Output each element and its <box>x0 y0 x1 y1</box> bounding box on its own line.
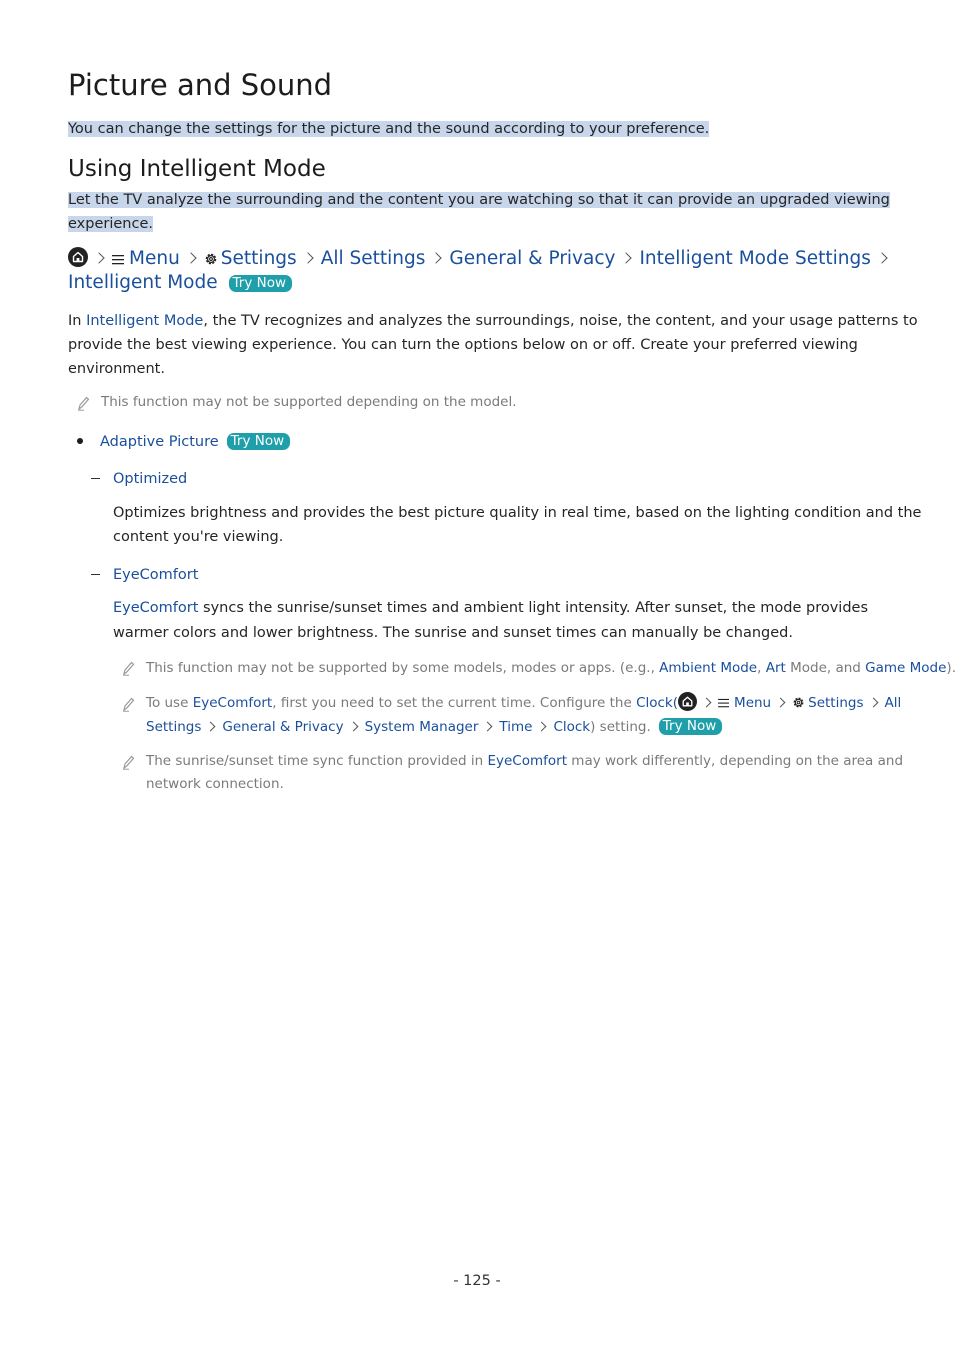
pencil-note-icon <box>121 696 135 712</box>
adaptive-try-now-button[interactable]: Try Now <box>227 433 291 450</box>
dash <box>91 574 100 575</box>
pencil-note-icon <box>121 754 135 770</box>
note-model-support: This function may not be supported depending on the model. <box>101 394 517 410</box>
gear-icon <box>204 252 218 266</box>
gear-icon <box>792 696 805 709</box>
intro-text: You can change the settings for the picture and the sound according to your preference. <box>68 121 710 137</box>
home-icon[interactable] <box>678 692 697 711</box>
optimized-desc-line1: Optimizes brightness and provides the best picture quality in real time, based on the lighting condition and the <box>113 505 922 521</box>
intro-paragraph-line3: environment. <box>68 361 165 377</box>
eyecomfort-desc-line1: EyeComfort syncs the sunrise/sunset times and ambient light intensity. After sunset, the mode provides <box>113 600 868 616</box>
pencil-note-icon <box>76 395 90 411</box>
intelligent-mode-link: Intelligent Mode <box>86 313 204 329</box>
chevron-right-icon <box>537 721 547 731</box>
adaptive-picture-label[interactable]: Adaptive Picture <box>100 434 219 450</box>
clock-try-now-button[interactable]: Try Now <box>659 718 723 735</box>
breadcrumb-menu[interactable]: Menu <box>129 248 180 269</box>
chevron-right-icon <box>206 721 216 731</box>
optimized-label[interactable]: Optimized <box>113 471 188 487</box>
section-desc-line2: experience. <box>68 216 153 232</box>
eyecomfort-desc-line2: warmer colors and lower brightness. The sunrise and sunset times can manually be changed. <box>113 625 793 641</box>
chevron-right-icon <box>702 697 712 707</box>
pencil-note-icon <box>121 660 135 676</box>
note-sync-line1: The sunrise/sunset time sync function provided in EyeComfort may work differently, depending on the area and <box>146 753 904 769</box>
home-icon[interactable] <box>68 247 88 267</box>
section-desc-line1: Let the TV analyze the surrounding and the content you are watching so that it can provide an upgraded viewing <box>68 192 890 208</box>
breadcrumb-settings[interactable]: Settings <box>220 248 297 269</box>
bullet <box>77 438 83 444</box>
chevron-right-icon <box>621 252 632 263</box>
breadcrumb-general-privacy[interactable]: General & Privacy <box>449 248 616 269</box>
chevron-right-icon <box>868 697 878 707</box>
clock-link[interactable]: Clock <box>636 695 673 711</box>
chevron-right-icon <box>483 721 493 731</box>
note-sync-line2: network connection. <box>146 776 284 792</box>
breadcrumb-all-settings[interactable]: All Settings <box>320 248 426 269</box>
breadcrumb-intelligent-mode-settings[interactable]: Intelligent Mode Settings <box>639 248 871 269</box>
adaptive-picture-item <box>100 430 290 454</box>
try-now-button[interactable]: Try Now <box>229 275 293 292</box>
eyecomfort-label[interactable]: EyeComfort <box>113 567 199 583</box>
menu-icon <box>112 254 125 265</box>
breadcrumb-line2 <box>68 272 292 293</box>
dash <box>91 478 100 479</box>
intro-paragraph-line1: In Intelligent Mode, the TV recognizes and analyzes the surroundings, noise, the content, and your usage patterns to <box>68 313 918 329</box>
menu-icon <box>718 698 730 708</box>
chevron-right-icon <box>431 252 442 263</box>
chevron-right-icon <box>302 252 313 263</box>
note-clock-line2: Settings General & Privacy System Manager Time Clock) setting. Try Now <box>146 716 722 739</box>
chevron-right-icon <box>185 252 196 263</box>
chevron-right-icon <box>876 252 887 263</box>
chevron-right-icon <box>776 697 786 707</box>
optimized-desc-line2: content you're viewing. <box>113 529 284 545</box>
page-number: - 125 - <box>453 1273 501 1289</box>
breadcrumb-intelligent-mode[interactable]: Intelligent Mode <box>68 272 218 293</box>
page-title: Picture and Sound <box>68 68 333 102</box>
breadcrumb <box>68 247 895 269</box>
note-clock-line1: To use EyeComfort, first you need to set the current time. Configure the Clock( Menu Settings All <box>146 692 901 715</box>
note-eyecomfort-support: This function may not be supported by some models, modes or apps. (e.g., Ambient Mode, Art Mode, and Game Mode). <box>146 660 956 676</box>
section-heading: Using Intelligent Mode <box>68 156 326 182</box>
intro-paragraph-line2: provide the best viewing experience. You can turn the options below on or off. Create your preferred viewing <box>68 337 858 353</box>
chevron-right-icon <box>93 252 104 263</box>
chevron-right-icon <box>348 721 358 731</box>
